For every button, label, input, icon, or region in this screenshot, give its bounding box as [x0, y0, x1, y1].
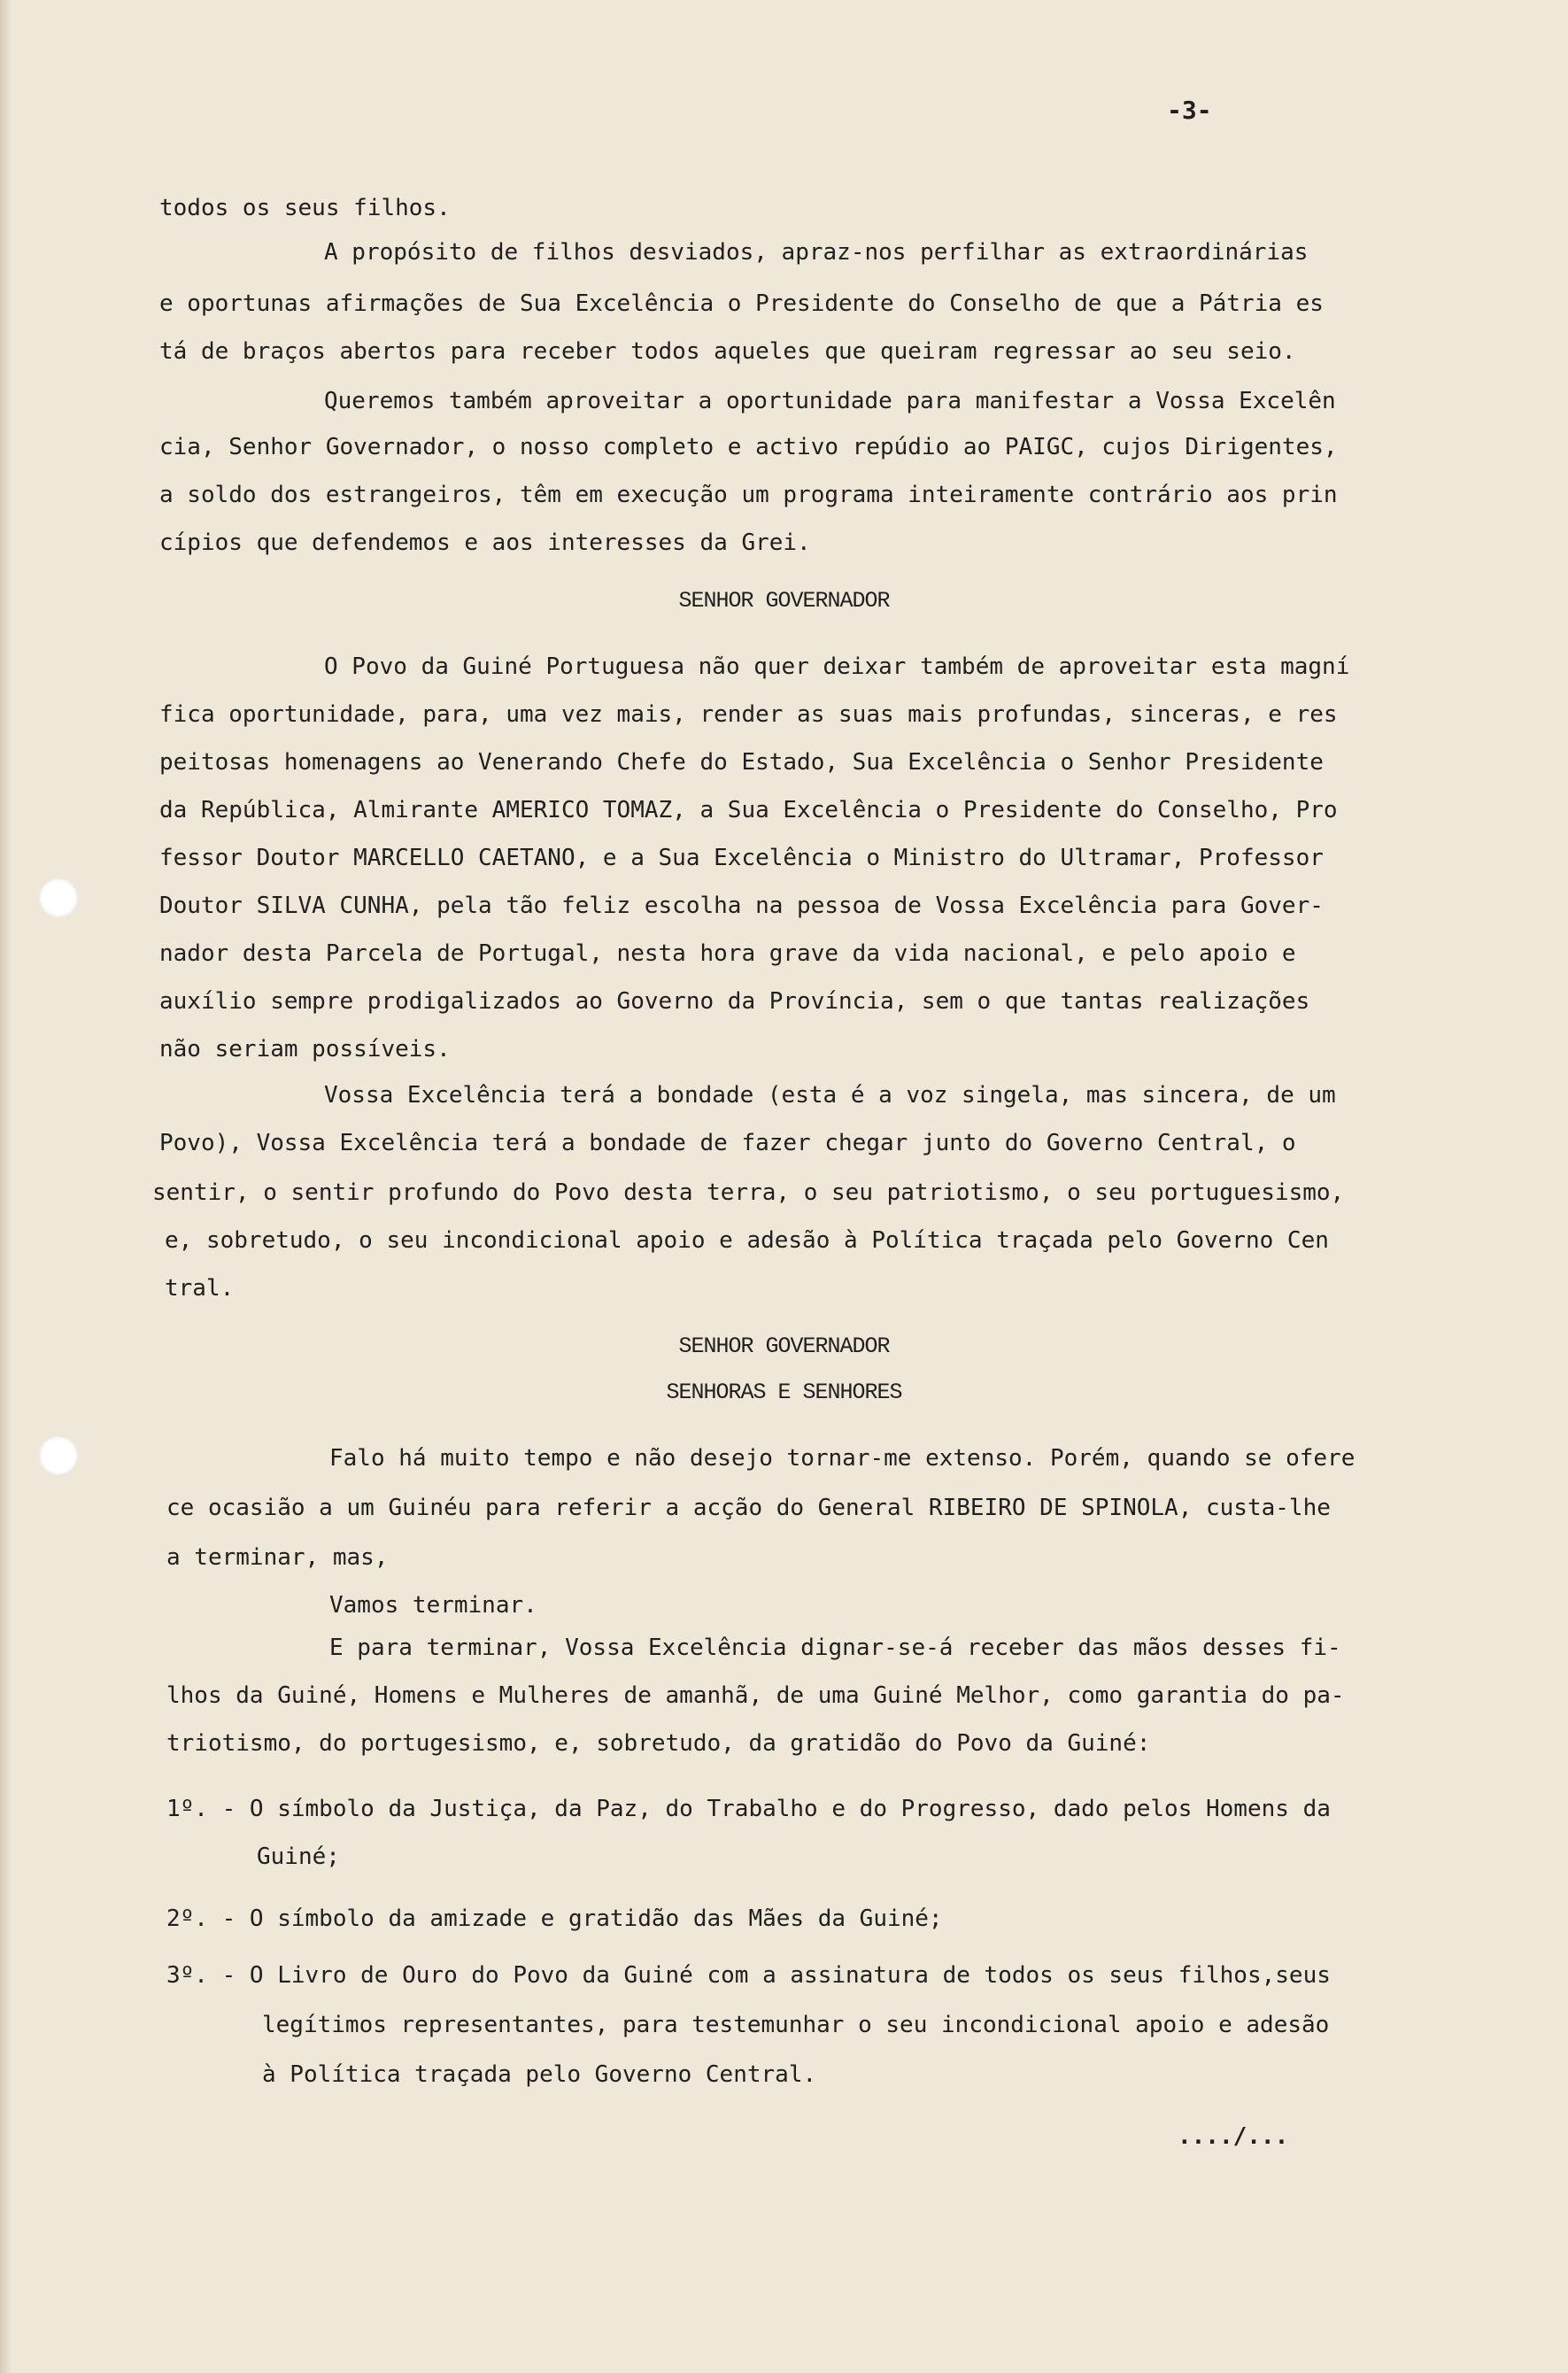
text-line: triotismo, do portugesismo, e, sobretudo, da gratidão do Povo da Guiné: — [166, 1730, 1151, 1757]
text-line: da República, Almirante AMERICO TOMAZ, a Sua Excelência o Presidente do Conselho, Pro — [159, 797, 1338, 823]
text-line: sentir, o sentir profundo do Povo desta terra, o seu patriotismo, o seu portuguesismo, — [152, 1179, 1345, 1206]
text-line: Vamos terminar. — [329, 1592, 537, 1619]
text-line: auxílio sempre prodigalizados ao Governo da Província, sem o que tantas realizações — [159, 988, 1310, 1015]
punch-hole-top — [39, 878, 78, 917]
text-line: 3º. - O Livro de Ouro do Povo da Guiné com a assinatura de todos os seus filhos,seus — [166, 1962, 1331, 1989]
text-line: A propósito de filhos desviados, apraz-nos perfilhar as extraordinárias — [324, 239, 1309, 266]
text-line: O Povo da Guiné Portuguesa não quer deixar também de aproveitar esta magní — [324, 653, 1350, 680]
text-line: legítimos representantes, para testemunhar o seu incondicional apoio e adesão — [262, 2012, 1330, 2038]
text-line: cia, Senhor Governador, o nosso completo e activo repúdio ao PAIGC, cujos Dirigentes, — [159, 434, 1338, 460]
text-line: Guiné; — [257, 1844, 340, 1870]
text-line: tral. — [165, 1275, 235, 1302]
paper-edge-shadow — [0, 0, 12, 2373]
text-line: Doutor SILVA CUNHA, pela tão feliz escolha na pessoa de Vossa Excelência para Gover- — [159, 893, 1324, 919]
text-line: todos os seus filhos. — [159, 195, 451, 221]
text-line: nador desta Parcela de Portugal, nesta hora grave da vida nacional, e pelo apoio e — [159, 940, 1296, 967]
text-line: 2º. - O símbolo da amizade e gratidão das Mães da Guiné; — [166, 1905, 943, 1932]
continuation-mark: ..../... — [1178, 2123, 1289, 2150]
text-line: Povo), Vossa Excelência terá a bondade de fazer chegar junto do Governo Central, o — [159, 1130, 1296, 1156]
section-heading: SENHOR GOVERNADOR — [678, 1333, 890, 1359]
text-line: e, sobretudo, o seu incondicional apoio e adesão à Política traçada pelo Governo Cen — [165, 1227, 1329, 1254]
text-line: 1º. - O símbolo da Justiça, da Paz, do Trabalho e do Progresso, dado pelos Homens da — [166, 1796, 1331, 1822]
text-line: Vossa Excelência terá a bondade (esta é a voz singela, mas sincera, de um — [324, 1082, 1336, 1109]
text-line: peitosas homenagens ao Venerando Chefe do Estado, Sua Excelência o Senhor Presidente — [159, 749, 1324, 776]
text-line: não seriam possíveis. — [159, 1036, 451, 1063]
section-heading: SENHOR GOVERNADOR — [678, 588, 890, 614]
text-line: lhos da Guiné, Homens e Mulheres de amanhã, de uma Guiné Melhor, como garantia do pa- — [166, 1682, 1345, 1709]
punch-hole-bottom — [39, 1436, 78, 1475]
text-line: cípios que defendemos e aos interesses da Grei. — [159, 529, 811, 556]
section-heading: SENHORAS E SENHORES — [666, 1380, 902, 1405]
text-line: tá de braços abertos para receber todos aqueles que queiram regressar ao seu seio. — [159, 338, 1296, 365]
text-line: fessor Doutor MARCELLO CAETANO, e a Sua Excelência o Ministro do Ultramar, Professor — [159, 845, 1324, 871]
text-line: e oportunas afirmações de Sua Excelência o Presidente do Conselho de que a Pátria es — [159, 290, 1324, 317]
text-line: E para terminar, Vossa Excelência dignar-se-á receber das mãos desses fi- — [329, 1635, 1341, 1661]
text-line: à Política traçada pelo Governo Central. — [262, 2061, 817, 2088]
text-line: Falo há muito tempo e não desejo tornar-me extenso. Porém, quando se ofere — [329, 1445, 1356, 1472]
text-line: ce ocasião a um Guinéu para referir a acção do General RIBEIRO DE SPINOLA, custa-lhe — [166, 1495, 1331, 1521]
text-line: a soldo dos estrangeiros, têm em execução um programa inteiramente contrário aos prin — [159, 482, 1338, 508]
text-line: a terminar, mas, — [166, 1544, 389, 1571]
text-line: Queremos também aproveitar a oportunidade para manifestar a Vossa Excelên — [324, 388, 1336, 414]
text-line: fica oportunidade, para, uma vez mais, render as suas mais profundas, sinceras, e res — [159, 701, 1338, 728]
page-number: -3- — [1167, 96, 1212, 125]
